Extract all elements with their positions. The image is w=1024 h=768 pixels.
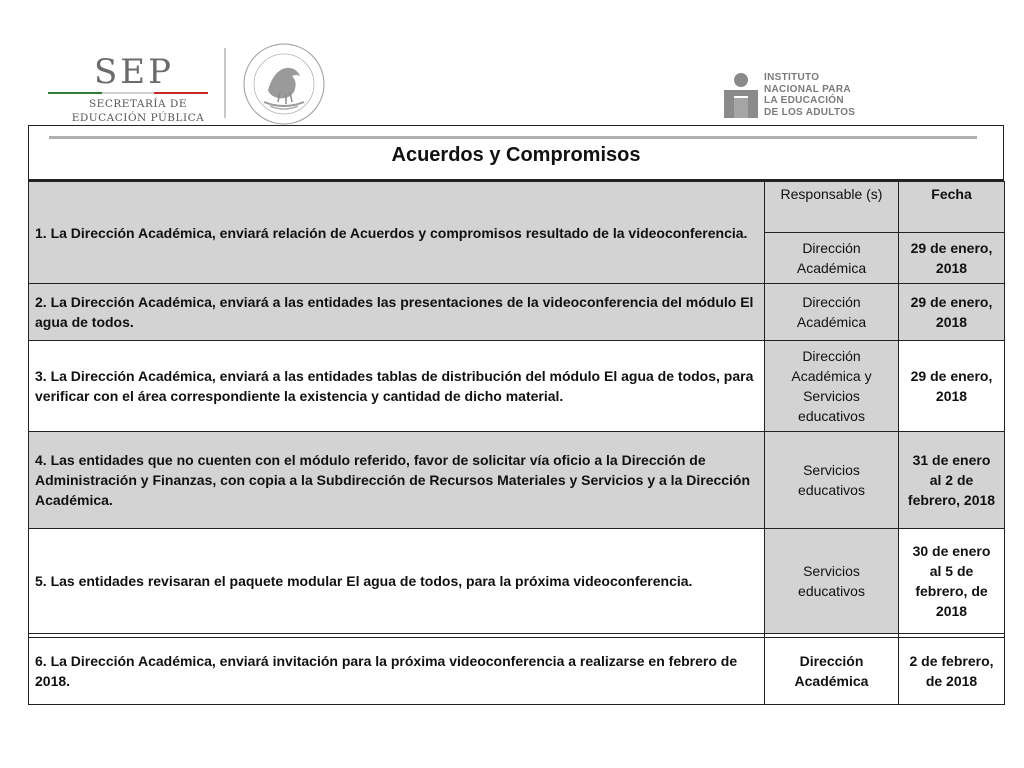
row-4-responsable: Servicios educativos bbox=[765, 432, 899, 529]
row-1-description: 1. La Dirección Académica, enviará relación de Acuerdos y compromisos resultado de la videoconferencia. bbox=[29, 182, 765, 284]
row-6-responsable: Dirección Académica bbox=[765, 638, 899, 705]
column-header-responsable: Responsable (s) bbox=[765, 182, 899, 233]
sep-logo bbox=[48, 52, 208, 124]
title-rule bbox=[49, 136, 977, 139]
table-header-row bbox=[29, 182, 1005, 233]
agreements-table bbox=[28, 181, 1005, 705]
row-1-responsable: Dirección Académica bbox=[765, 233, 899, 284]
sep-subtitle-line1: SECRETARÍA DE bbox=[88, 98, 188, 110]
page-title: Acuerdos y Compromisos bbox=[391, 144, 641, 166]
page-header bbox=[0, 0, 1024, 128]
inea-line3: LA EDUCACIÓN bbox=[764, 95, 844, 106]
sep-acronym: SEP bbox=[94, 52, 174, 92]
inea-line4: DE LOS ADULTOS bbox=[764, 106, 856, 118]
sep-red-stripe bbox=[154, 92, 208, 94]
header-divider bbox=[224, 48, 226, 118]
inea-logo bbox=[722, 72, 882, 124]
row-6-fecha: 2 de febrero, de 2018 bbox=[899, 638, 1005, 705]
sep-green-stripe bbox=[48, 92, 102, 94]
table-row bbox=[29, 341, 1005, 432]
row-4-fecha: 31 de enero al 2 de febrero, 2018 bbox=[899, 432, 1005, 529]
row-4-description: 4. Las entidades que no cuenten con el módulo referido, favor de solicitar vía oficio a la Dirección de Administración y Finanzas, con copia a la Subdirección de Recursos Materiales y Servicios y a la Dirección Académica. bbox=[29, 432, 765, 529]
row-5-responsable: Servicios educativos bbox=[765, 529, 899, 634]
row-2-fecha: 29 de enero, 2018 bbox=[899, 284, 1005, 341]
national-seal-icon bbox=[240, 40, 328, 128]
row-3-description: 3. La Dirección Académica, enviará a las entidades tablas de distribución del módulo El agua de todos, para verificar con el área correspondiente la existencia y cantidad de dicho material. bbox=[29, 341, 765, 432]
row-6-description: 6. La Dirección Académica, enviará invitación para la próxima videoconferencia a realizarse en febrero de 2018. bbox=[29, 638, 765, 705]
row-5-fecha: 30 de enero al 5 de febrero, de 2018 bbox=[899, 529, 1005, 634]
inea-line2: NACIONAL PARA bbox=[764, 83, 851, 95]
row-1-fecha: 29 de enero, 2018 bbox=[899, 233, 1005, 284]
inea-line1: INSTITUTO bbox=[764, 72, 820, 83]
row-5-description: 5. Las entidades revisaran el paquete modular El agua de todos, para la próxima videoconferencia. bbox=[29, 529, 765, 634]
row-3-responsable: Dirección Académica y Servicios educativos bbox=[765, 341, 899, 432]
inea-name bbox=[764, 72, 855, 118]
table-row bbox=[29, 529, 1005, 634]
table-row bbox=[29, 284, 1005, 341]
agreements-board bbox=[28, 125, 1004, 699]
sep-subtitle-line2: EDUCACIÓN PÚBLICA bbox=[71, 112, 205, 124]
column-header-fecha: Fecha bbox=[899, 182, 1005, 233]
table-row bbox=[29, 638, 1005, 705]
row-3-fecha: 29 de enero, 2018 bbox=[899, 341, 1005, 432]
table-row bbox=[29, 432, 1005, 529]
sep-white-stripe bbox=[102, 92, 154, 94]
inea-figure-icon bbox=[722, 72, 760, 120]
row-2-responsable: Dirección Académica bbox=[765, 284, 899, 341]
row-2-description: 2. La Dirección Académica, enviará a las entidades las presentaciones de la videoconferencia del módulo El agua de todos. bbox=[29, 284, 765, 341]
title-box bbox=[28, 125, 1004, 182]
